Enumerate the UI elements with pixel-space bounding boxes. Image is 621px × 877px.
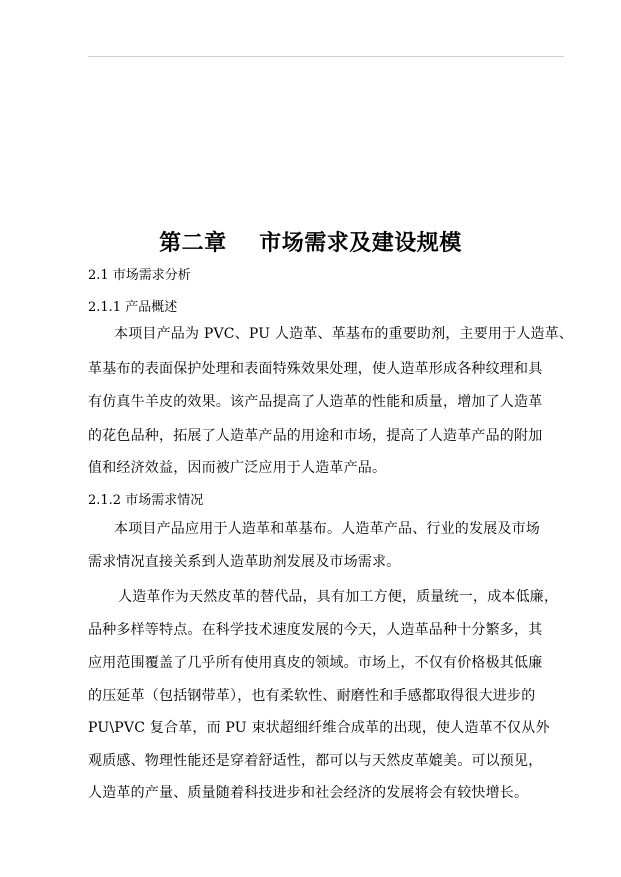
section-heading-2-1: 2.1 市场需求分析 bbox=[88, 268, 191, 283]
paragraph-line: PU\PVC 复合革，而 PU 束状超细纤维合成革的出现，使人造革不仅从外 bbox=[88, 720, 550, 736]
paragraph-line: 本项目产品为 PVC、PU 人造革、革基布的重要助剂，主要用于人造革、 bbox=[114, 326, 574, 342]
paragraph-line: 的花色品种，拓展了人造革产品的用途和市场，提高了人造革产品的附加 bbox=[88, 428, 543, 444]
paragraph-line: 值和经济效益，因而被广泛应用于人造革产品。 bbox=[88, 460, 387, 476]
paragraph-line: 观质感、物理性能还是穿着舒适性，都可以与天然皮革媲美。可以预见， bbox=[88, 753, 543, 769]
section-heading-2-1-2: 2.1.2 市场需求情况 bbox=[88, 493, 204, 508]
paragraph-line: 人造革作为天然皮革的替代品，具有加工方便，质量统一，成本低廉， bbox=[118, 589, 559, 605]
chapter-title: 第二章 市场需求及建设规模 bbox=[159, 230, 462, 256]
paragraph-line: 本项目产品应用于人造革和革基布。人造革产品、行业的发展及市场 bbox=[114, 521, 540, 537]
header-rule bbox=[88, 56, 564, 57]
paragraph-line: 需求情况直接关系到人造革助剂发展及市场需求。 bbox=[88, 554, 401, 570]
paragraph-line: 品种多样等特点。在科学技术速度发展的今天，人造革品种十分繁多，其 bbox=[88, 622, 543, 638]
paragraph-line: 革基布的表面保护处理和表面特殊效果处理，使人造革形成各种纹理和具 bbox=[88, 361, 543, 377]
section-heading-2-1-1: 2.1.1 产品概述 bbox=[88, 300, 178, 315]
paragraph-line: 应用范围覆盖了几乎所有使用真皮的领域。市场上，不仅有价格极其低廉 bbox=[88, 655, 543, 671]
paragraph-line: 人造革的产量、质量随着科技进步和社会经济的发展将会有较快增长。 bbox=[88, 785, 529, 801]
paragraph-line: 的压延革（包括钢带革），也有柔软性、耐磨性和手感都取得很大进步的 bbox=[88, 688, 536, 704]
paragraph-line: 有仿真牛羊皮的效果。该产品提高了人造革的性能和质量，增加了人造革 bbox=[88, 394, 543, 410]
